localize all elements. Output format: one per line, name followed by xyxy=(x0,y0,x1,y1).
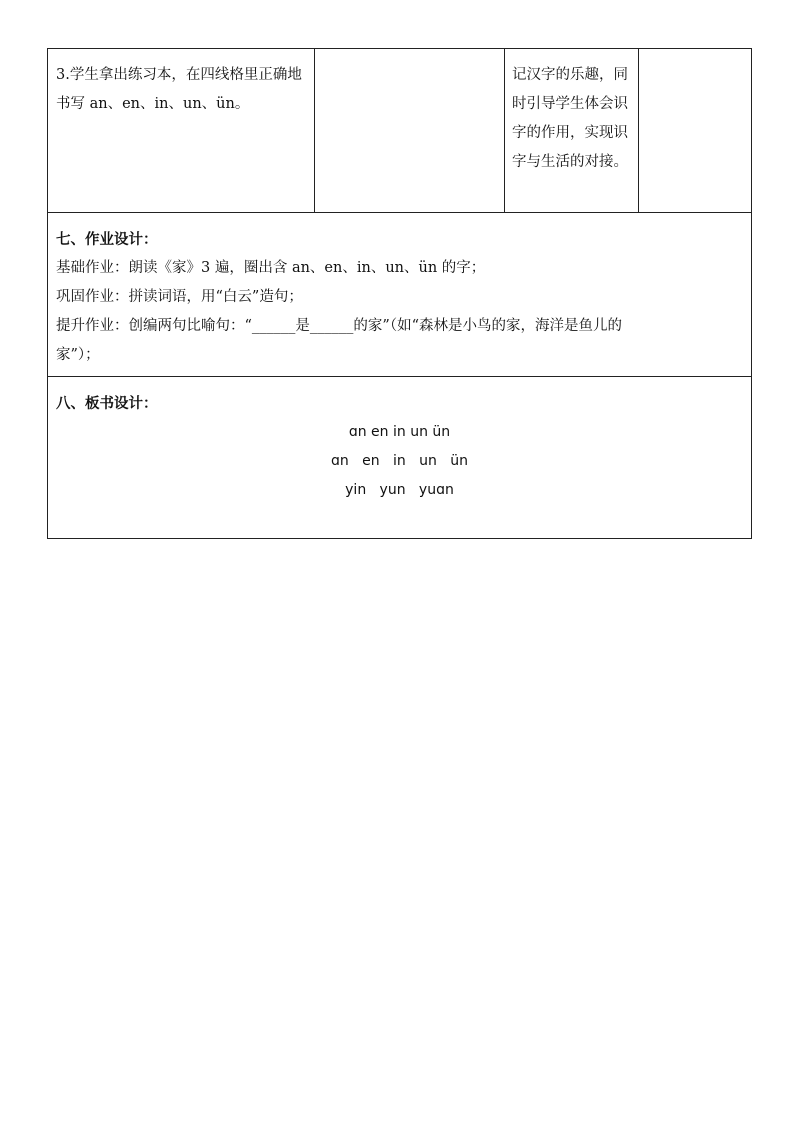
column-divider xyxy=(504,49,505,212)
homework-advanced-line: 提升作业：创编两句比喻句：“______是______的家”（如“森林是小鸟的家，海洋是鱼儿的 xyxy=(56,318,622,334)
design-intent-cell: 记汉字的乐趣，同时引导学生体会识字的作用，实现识字与生活的对接。 xyxy=(512,67,628,170)
board-section-title: 八、板书设计： xyxy=(56,395,158,412)
board-line-finals: ɑn en in un ün xyxy=(348,424,451,440)
homework-section-title: 七、作业设计： xyxy=(56,231,158,248)
homework-consolidate-line: 巩固作业：拼读词语，用“白云”造句； xyxy=(56,289,303,305)
column-divider xyxy=(638,49,639,212)
homework-basic-line: 基础作业：朗读《家》3 遍，圈出含 an、en、in、un、ün 的字； xyxy=(56,260,486,276)
homework-advanced-line-cont: 家”）； xyxy=(56,347,100,363)
column-divider xyxy=(314,49,315,212)
row-divider xyxy=(48,212,751,213)
lesson-plan-table xyxy=(47,48,752,539)
row-divider xyxy=(48,376,751,377)
board-line-finals-spaced: ɑn en in un ün xyxy=(331,453,468,469)
activity-cell: 3.学生拿出练习本，在四线格里正确地书写 an、en、in、un、ün。 xyxy=(56,67,302,112)
board-line-syllables: yin yun yuɑn xyxy=(345,482,454,498)
